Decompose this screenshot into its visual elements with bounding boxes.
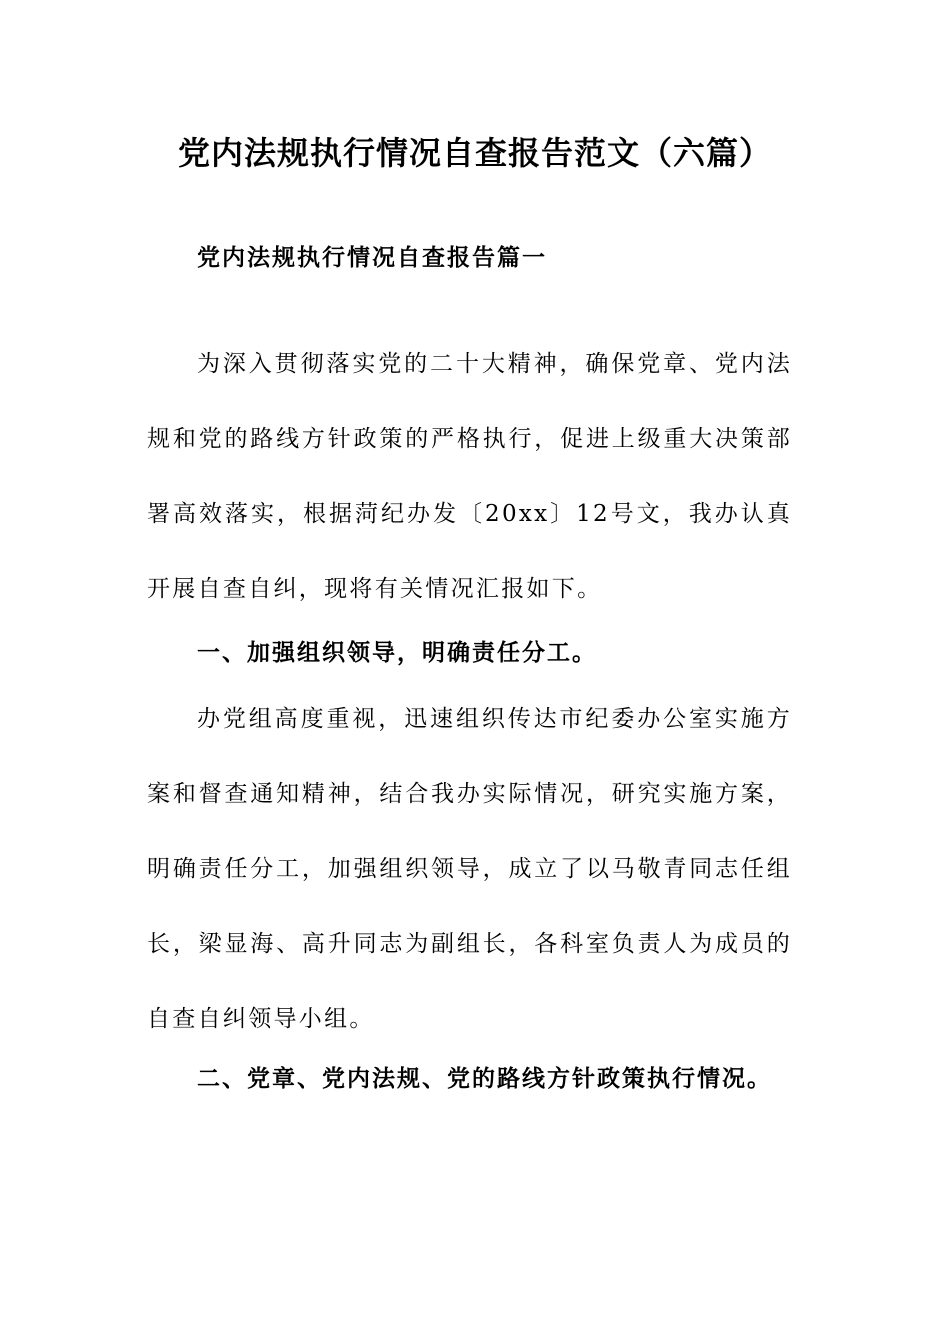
- document-title: 党内法规执行情况自查报告范文（六篇）: [177, 134, 772, 172]
- heading-two: 二、党章、党内法规、党的路线方针政策执行情况。: [197, 1065, 772, 1092]
- section-title: 党内法规执行情况自查报告篇一: [197, 244, 547, 271]
- intro-paragraph: 为深入贯彻落实党的二十大精神，确保党章、党内法规和党的路线方针政策的严格执行，促进上级重大决策部署高效落实，根据菏纪办发〔20xx〕12号文，我办认真开展自查自纠，现将有关情况汇报如下。: [147, 351, 792, 602]
- heading-one: 一、加强组织领导，明确责任分工。: [197, 639, 597, 666]
- body-paragraph: 办党组高度重视，迅速组织传达市纪委办公室实施方案和督查通知精神，结合我办实际情况，研究实施方案，明确责任分工，加强组织领导，成立了以马敬青同志任组长，梁显海、高升同志为副组长，各科室负责人为成员的自查自纠领导小组。: [147, 706, 792, 1032]
